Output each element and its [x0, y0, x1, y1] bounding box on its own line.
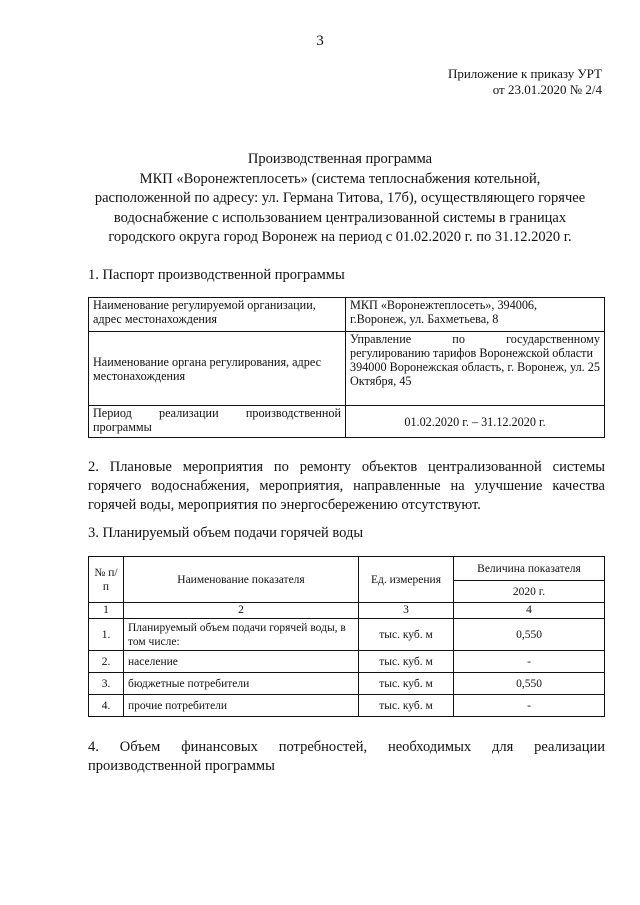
title-line-4: водоснабжение с использованием централизованной системы в границах — [113, 209, 567, 226]
passport-label: Наименование органа регулирования, адрес местонахождения — [89, 332, 346, 406]
appendix-line-2: от 23.01.2020 № 2/4 — [492, 82, 602, 97]
column-number: 4 — [454, 603, 605, 619]
header-year: 2020 г. — [454, 581, 605, 603]
table-row — [89, 619, 605, 651]
document-title — [60, 150, 620, 248]
row-unit: тыс. куб. м — [359, 619, 454, 651]
passport-value — [346, 298, 605, 332]
row-name: население — [124, 651, 359, 673]
row-value: - — [454, 695, 605, 717]
table-header-row — [89, 557, 605, 581]
header-name: Наименование показателя — [124, 557, 359, 603]
passport-value-line: 394000 Воронежская область, г. Воронеж, ул. 25 Октября, 45 — [350, 360, 600, 388]
row-unit: тыс. куб. м — [359, 695, 454, 717]
column-number: 3 — [359, 603, 454, 619]
table-row — [89, 695, 605, 717]
page-number: 3 — [316, 33, 324, 49]
passport-label: Период реализации производственной программы — [89, 406, 346, 438]
header-value: Величина показателя — [454, 557, 605, 581]
table-row — [89, 406, 605, 438]
header-num: № п/п — [89, 557, 124, 603]
appendix-line-1: Приложение к приказу УРТ — [447, 66, 602, 81]
section-3-heading: 3. Планируемый объем подачи горячей воды — [88, 525, 364, 541]
section-4-text: 4. Объем финансовых потребностей, необходимых для реализации производственной программы — [88, 739, 605, 774]
row-value: 0,550 — [454, 673, 605, 695]
column-number: 1 — [89, 603, 124, 619]
water-supply-table — [88, 556, 605, 717]
title-line-3: расположенной по адресу: ул. Германа Титова, 17б), осуществляющего горячее — [94, 190, 586, 206]
table-row — [89, 332, 605, 406]
section-1-heading: 1. Паспорт производственной программы — [88, 267, 345, 283]
row-name: Планируемый объем подачи горячей воды, в том числе: — [124, 619, 359, 651]
title-line-5: городского округа город Воронеж на период с 01.02.2020 г. по 31.12.2020 г. — [108, 229, 572, 245]
column-number-row — [89, 603, 605, 619]
section-2-text: 2. Плановые мероприятия по ремонту объектов централизованной системы горячего водоснабжения, мероприятия, направленные на улучшение качества горячей воды, мероприятия по энергосбережению отсутствуют. — [88, 459, 605, 513]
passport-value-line: МКП «Воронежтеплосеть», 394006, — [350, 298, 538, 312]
passport-value: 01.02.2020 г. – 31.12.2020 г. — [346, 406, 605, 438]
passport-value-line: Управление по государственному регулированию тарифов Воронежской области — [350, 332, 600, 360]
table-row — [89, 298, 605, 332]
column-number: 2 — [124, 603, 359, 619]
table-row — [89, 651, 605, 673]
row-name: бюджетные потребители — [124, 673, 359, 695]
table-row — [89, 673, 605, 695]
row-name: прочие потребители — [124, 695, 359, 717]
passport-value-line: г.Воронеж, ул. Бахметьева, 8 — [350, 312, 499, 326]
row-value: - — [454, 651, 605, 673]
row-num: 4. — [89, 695, 124, 717]
title-line-2: МКП «Воронежтеплосеть» (система теплоснабжения котельной, — [139, 170, 541, 187]
row-unit: тыс. куб. м — [359, 673, 454, 695]
title-line-1: Производственная программа — [247, 151, 433, 167]
appendix-note — [448, 66, 602, 98]
row-value: 0,550 — [454, 619, 605, 651]
row-num: 1. — [89, 619, 124, 651]
header-unit: Ед. измерения — [359, 557, 454, 603]
passport-table — [88, 297, 605, 438]
row-num: 3. — [89, 673, 124, 695]
passport-label: Наименование регулируемой организации, адрес местонахождения — [89, 298, 346, 332]
row-num: 2. — [89, 651, 124, 673]
row-unit: тыс. куб. м — [359, 651, 454, 673]
passport-value — [346, 332, 605, 406]
